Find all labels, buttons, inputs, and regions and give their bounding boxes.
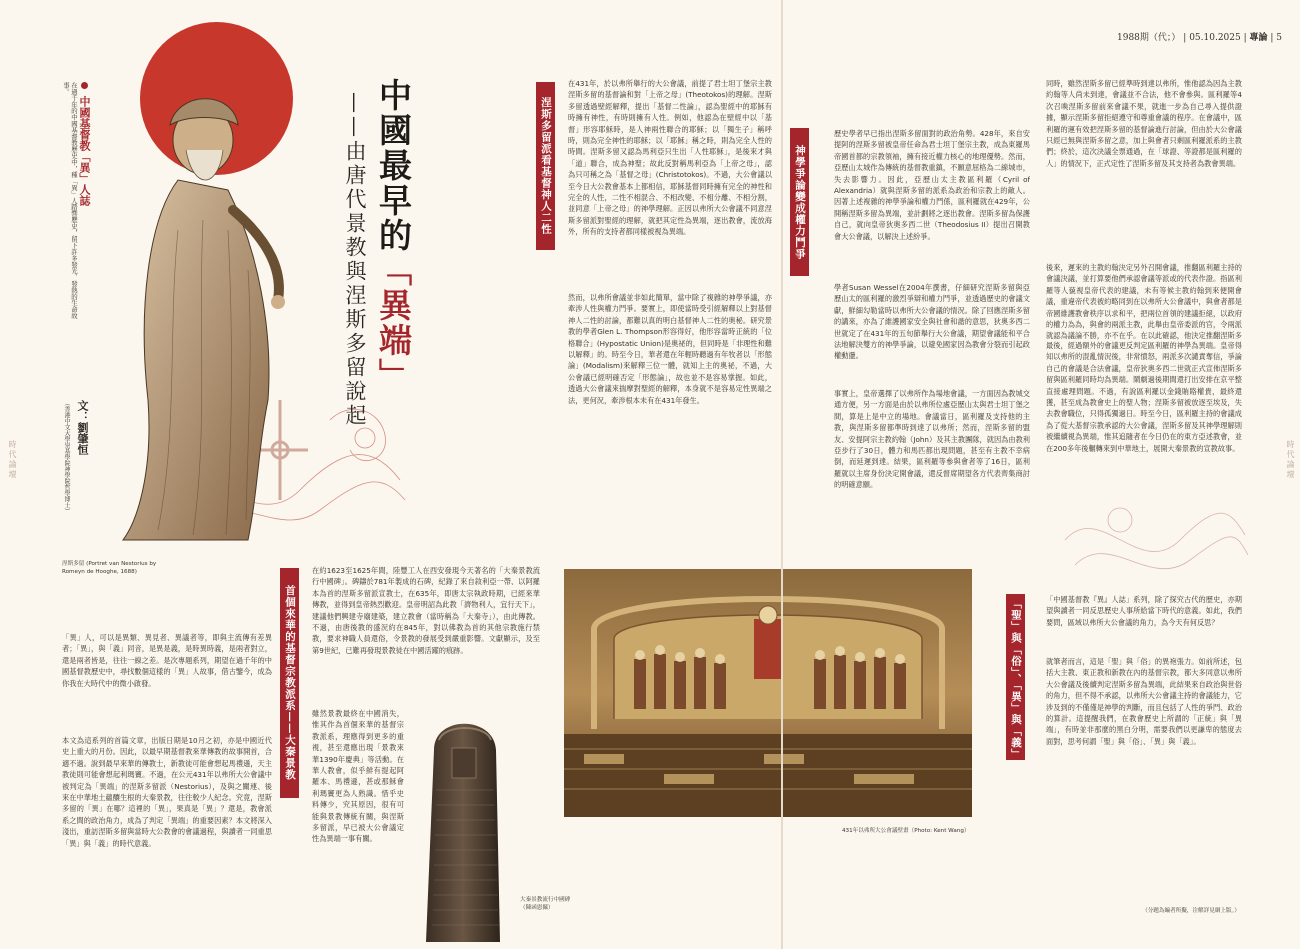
series-title <box>76 82 92 232</box>
col4-paragraph-2: 學者Susan Wessel在2004年撰書，仔細研究涅斯多留與亞歷山太的區利羅的激烈爭辯和權力鬥爭，並透過歷史的會議文獻，鮮細勾勒當時以弗所大公會議的情況。除了回應涅斯多留的講來，亦為了維護國家安全與社會和諧的意思，狄奧多西二世就定了在431年的五旬節舉行大公會議，期望會議能和平合法地解決雙方的神學爭論，以避免國家因為教會分裂而引起政權動盪。 <box>834 283 1030 361</box>
issue-number: 1988期 <box>1117 33 1149 43</box>
issue-date: 05.10.2025 <box>1189 33 1241 43</box>
side-label-left: 時代論壇 <box>8 440 17 480</box>
col4-paragraph-3: 事實上，皇帝選擇了以弗所作為場地會議，一方面因為教城交通方便，另一方面是由於以弗所位處亞歷山太與君士坦丁堡之間，算是上是中立的場地。會議當日，區利羅及支持他的主教，與涅斯多留都準時到達了以弗所；然而，涅斯多留的盟友、安提阿宗主教約翰（John）及其主教團隊，就因為由教利亞步行了30日，體力和馬匹都出現問題，甚至有主教不幸病倒，而延遲到達。結果，區利羅等參與會者等了16日，區利羅就以主席身份決定開會議，還反督席期望各方代表齊集商討的明確意願。 <box>834 389 1030 490</box>
mid-paragraph-1: 在約1623至1625年間，陸豐工人在西安發現今天著名的「大秦景教流行中國碑」。碑鑄於781年製成的石碑，紀錄了來自敘利亞一帶、以阿羅本為首的涅斯多留派宣教士，在635年，即唐太宗執政時期，已經來華傳教，並得到皇帝熱烈歡迎。皇帝明詔為此教「濟物利人，宜行天下」，建議他們興建寺廟建築，建立教會（當時稱為「大秦寺」），由此傳教。不過，由唐後教的盛況約在845年，對以佛教為首的其他宗教施行禁教，要求神職人員還俗，令景教的發展受到嚴重影響。文獻顯示，及至第9世紀，已難再發現景教徒在中國活躍的痕跡。 <box>312 566 540 655</box>
bullet-icon <box>81 82 88 89</box>
author-note: （香港中文大學崇基學院神學院哲學博士） <box>63 400 70 514</box>
col3-paragraph-2: 然而，以弗所會議並非如此簡單，當中除了複雜的神學爭議，亦牽涉人性與權力鬥爭。要實上，即使當時受引經解釋以上對基督神人二性的討論，都難以真的明白基督神人二性的奧秘。研究景教的學者Glen L. Thompson形容得好，他形容當時正統的「位格聯合」(Hypostatic Union)是奧祕的，但同時是「非理性和難以解釋」的。時至今日，華者還在年輕時聽過有年牧者以「形態論」(Modalism)來解釋三位一體，就知上主的奧祕，不過，大公會議已經明確否定「形態論」，故也並不是容易掌握。如此，透過大公會議來揣摩對聖經的解釋，本身就不是容易定性異端之法，更何況，牽涉根本未有在431年發生。 <box>568 293 772 405</box>
col5-paragraph-1: 同時，雖然涅斯多留已經準時到達以弗所，惟他認為因為主教約翰等人尚未到達，會議並不合法，他不會參與。區利羅等4次召喚涅斯多留前來會議不果，就進一步為自己尋入提供證據，顯示涅斯多留拒絕遵守和尊重會議的程序。在會議中，區利羅的運有效把涅斯多留的基督論進行討論，但由於大公會議只經已無與涅斯多留之意，加上與會者只剩區利羅派系的主教們；終於，這次決議全票通過，在「球證、等證都是區利羅的人」的情況下，正式定性了涅斯多留及其支持者為教會異端。 <box>1046 79 1242 168</box>
intro-paragraph: 「異」人，可以是異類、異見者、異議者等，即與主流傳有差異者；「異」，與「義」同音，是異是義，是時異時義，是兩者對立，還是兩者皆是，往往一線之差。是次專題系列，期望在過千年的中國基督教歷史中，尋找數個這樣的「異」人故事，借古鑒今，成為你我在大時代中的微小啟發。 <box>62 633 272 688</box>
series-note: 在過千年的中國基督教歷史中，種「異」人踏響歷史，留下許多發光、發熱的生命故事。 <box>62 82 78 319</box>
title-top: 中國最早的 <box>374 78 413 253</box>
council-fresco <box>564 569 972 817</box>
intro-paragraph-2: 本文為這系列的首篇文章，出版日期是10月之初，亦是中國近代史上重大的月份。因此，以最早期基督教來華傳教的故事開首，合適不過。說到最早來華的傳教士，新教徒可能會想起馬禮遜，天主教徒則可能會想起利瑪竇。不過，在公元431年以弗所大公會議中被判定為「異端」的涅斯多留派（Nestorius），及與之關連、後來在中華地土蘊釀生根的大秦景教，往往較少人紀念。究竟，涅斯多留的「異」在哪？這裡的「異」，果真是「異」？還是，教會派系之間的政治角力，成為了判定「異端」的重要因素？本文將深入淺出，重訪涅斯多留與當時大公教會的會議過程，與讀者一同重思「異」與「義」的時代意義。 <box>62 736 272 848</box>
col5-paragraph-4: 「中國基督教『異』人誌」系列，除了探究古代的歷史，亦期望與讀者一同反思歷史人事所給當下時代的意義。如此，我們要問，區域以弗所大公會議的角力，為今天有何反思？ <box>1046 595 1242 627</box>
decorative-swirl-right <box>1060 480 1250 590</box>
nestorius-portrait <box>108 70 308 570</box>
title-heresy: 「異端」 <box>374 253 413 393</box>
col5-paragraph-5: 就筆者而言，這是「聖」與「俗」的異袍張力。如前所述，包括大主教、東正教和新教在內的基督宗教，都大多同意以弗所大公會議及後續判定涅斯多留為異端，此結果來自政治與世俗的角力，但不得不承認，以弗所大公會議主持的會議能力，它涉及到的不僅僅是神學的判斷，而且包括了人性的爭鬥、政治的算計。這提醒我們，在教會歷史上所謂的「正統」與「異端」，有時並非那麼的黑白分明，需要我們以更謙卑的態度去面對，思考何謂「聖」與「俗」、「異」與「義」。 <box>1046 657 1242 746</box>
col5-paragraph-2: 後來，遲來的主教約翰決定另外召開會議，推翻區利羅主持的會議決議，並打算要他們承認會議等派或的代表作證。指區利羅等人藐視皇帝代表的建議，未有等候主教約翰到來便開會議，重違帝代表被約略同到在以弗所大公會議中，與會者都是帝國維護教會秩序以求和平，把兩位首領的建議拒絕，以政府的權力為為，與會的兩派主教，此舉由皇帝委派的官，令兩派就認為議論不勝，亦不在乎。在以此確認，他決定推翻涅斯多 <box>1046 263 1242 340</box>
page-number: 5 <box>1276 33 1282 43</box>
portrait-caption: 涅斯多留 (Portret van Nestorius by Romeyn de Hooghe, 1688) <box>62 561 157 575</box>
page-header: 1988期（代；） | 05.10.2025 | 專論 | 5 <box>1117 33 1282 43</box>
byline: 文：劉肇恒 <box>76 400 89 455</box>
footnote: （分題為編者所擬，注解詳見網上版。） <box>1142 908 1240 914</box>
col3-paragraph-1: 在431年，於以弗所舉行的大公會議，前提了君士坦丁堡宗主教涅斯多留的基督論和對「上帝之母」(Theotokos)的理解。涅斯多留透過壁經解釋，提出「基督二性論」，認為聖經中的耶穌有時擁有神性，有時則擁有人性。例如，他認為在壁經中以「基督」形容耶穌時，是人神兩性聯合的耶穌；以「獨生子」稱呼時，則為完全神性的耶穌；以「耶穌」稱之時，則為完全人性的時間。涅斯多留又認為馬利亞只生出「人性耶穌」，是後來才與「道」聯合，成為神聖；故此反對稱馬利亞為「上帝之母」，認為只可稱之為「基督之母」(Christotokos)。不過，大公會議以至今日大公教會基本上都相信，耶穌基督同時擁有完全的神性和完全的人性，二性不相混合、不相改變、不相分離、不相分割，並同意「上帝之母」的神學理解。正因以弗所大公會議不同意涅斯多留派對聖經的理解，就把其定性為異端，逐出教會，流放海外，所有的支持者都同樣被視為異端。 <box>568 79 772 237</box>
mid-paragraph-2: 雖然景教最終在中國消失，惟其作為首個來華的基督宗教派系，理應得到更多的重視，甚至還應出現「景教來華1390年慶典」等活動。在華人教會，似乎鮮有提起阿羅本、馬禮遜，甚或那穌會利瑪竇更為人熟識。惜乎史料傳少，究其原因，很有可能與景教傳統有關，與涅斯多留派，早已被大公會議定性為異端一事有關。 <box>312 709 404 844</box>
title-block <box>370 78 417 498</box>
section-heading-3: 神學爭論變成權力鬥爭 <box>790 128 809 276</box>
section-heading-1: 首個來華的基督宗教派系——大秦景教 <box>280 568 299 798</box>
side-label-right: 時代論壇 <box>1286 440 1295 480</box>
section-heading-2: 涅斯多留派看基督神人二性 <box>536 82 555 250</box>
col5-paragraph-3: 最後，經過額外的會議更反判定區利羅的神學為異端。皇帝得知以弗所的混亂情況後，非常憤怒，兩派多次譴責奪信，爭論自己的會議是合法會議，皇帝狄奧多西二世就正式宣佈涅斯多留與區利羅同時均為異端。鬧劇過後期間還打出安排在京平整直接處理問題。不過，有說區利羅以金錢賄賂權貴，最終還獲，甚至成為教會史上的聖人物；涅斯多留被放逐至埃及，失去教會職位，只得孤獨過日。時至今日，區利羅主持的會議成為了從大基督宗教承認的大公會議，涅斯多留及其神學理解則被繼續視為異端，惟其追隨者在今日仍在的東方亞述教會，並在200多年後輾轉來到中華地土，展開大秦景教的宣教故事。 <box>1046 341 1242 453</box>
page-spine <box>781 0 783 949</box>
issue-paren: （代；） <box>1148 33 1181 43</box>
col4-paragraph-1: 歷史學者早已指出涅斯多留面對的政治角勢。428年，來自安提阿的涅斯多留被皇帝任命為君士坦丁堡宗主教，成為東羅馬帝國首都的宗教領袖，擁有接近權力核心的地理優勢。然而，亞歷山太城作為傳統的基督教重鎮，不願意屈格為二線城市，失去影響力。因此，亞歷山太主教區利羅（Cyril of Alexandria）就與涅斯多留的派系為政治和宗教上的敵人。因著上述複雜的神學爭論和權力鬥係，區利羅就在429年，公開稱涅斯多留為異端，並計劃將之逐出教會。涅斯多留為保護自己，就向皇帝狄奧多西二世（Theodosius II）提出召開教會大公會議，以解決上述紛爭。 <box>834 129 1030 241</box>
series-label: 中國基督教「異」人誌 <box>78 95 91 206</box>
stele-caption: 大秦景教流行中國碑（陳函恩攝） <box>520 897 571 911</box>
fresco-caption: 431年以弗所大公會議壁畫（Photo: Kent Wang） <box>842 828 970 834</box>
subtitle: ——由唐代景教與涅斯多留說起 <box>343 92 367 428</box>
section-heading-4: 「聖」與「俗」、「異」與「義」 <box>1006 594 1025 760</box>
section-name: 專論 <box>1249 33 1268 43</box>
stele-photo <box>414 710 514 945</box>
